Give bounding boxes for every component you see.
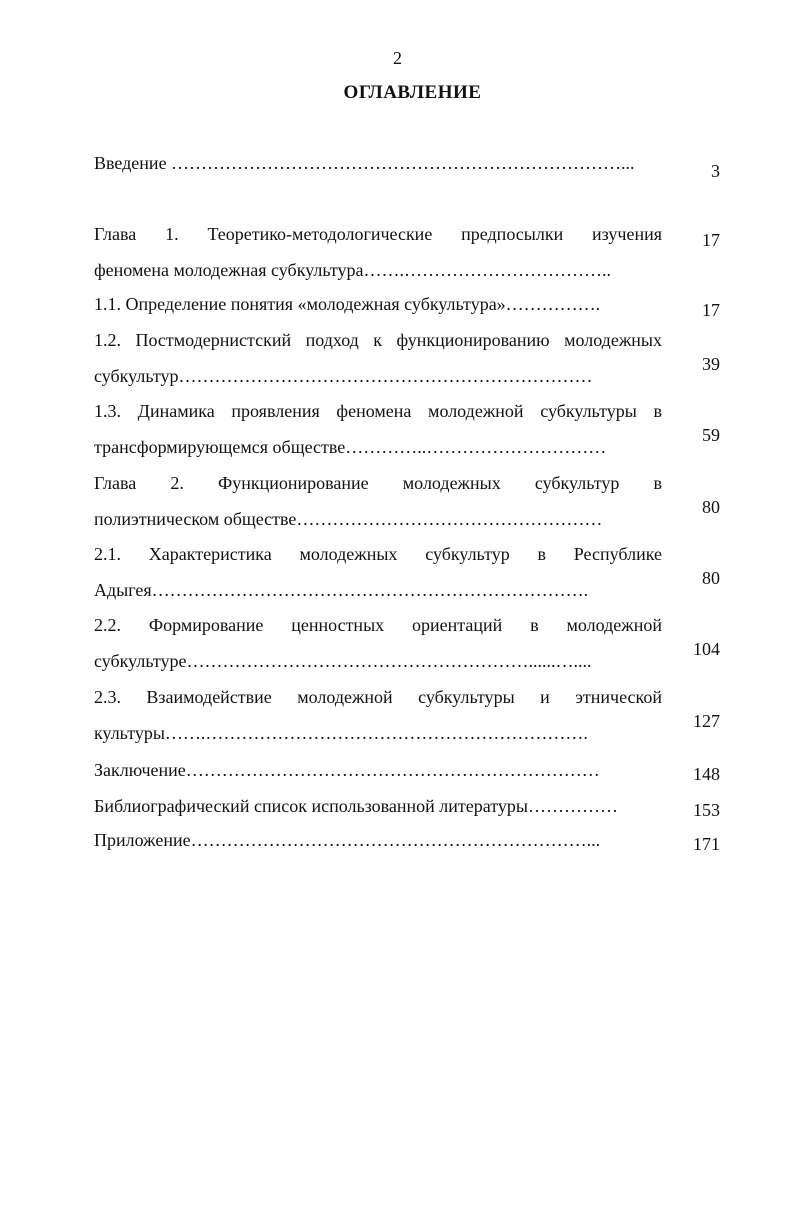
toc-entry-line: 2.2. Формирование ценностных ориентаций в молодежной (94, 615, 662, 635)
toc-page-number: 80 (702, 568, 720, 588)
toc-entry-line: Библиографический список использованной литературы…………… (94, 796, 619, 816)
toc-entry-line: феномена молодежная субкультура…….…………………………….. (94, 260, 612, 280)
toc-page-number: 17 (702, 300, 720, 320)
toc-entry-line: Заключение…………………………………………………………… (94, 760, 600, 780)
toc-entry-title (94, 679, 662, 751)
toc-entry-line: Глава 1. Теоретико-методологические предпосылки изучения (94, 224, 662, 244)
toc-page-number: 148 (693, 764, 720, 784)
toc-page-number: 39 (702, 354, 720, 374)
toc-entry-line: 1.2. Постмодернистский подход к функционированию молодежных (94, 330, 662, 350)
toc-page-number: 127 (693, 711, 720, 731)
toc-entry-title (94, 393, 662, 465)
toc-page-number: 3 (711, 161, 720, 181)
toc-entry-line: Адыгея………………………………………………………………. (94, 580, 589, 600)
toc-entry-title (94, 536, 662, 608)
toc-entry-title (94, 465, 662, 537)
toc-entry-line: полиэтническом обществе…………………………………………… (94, 509, 603, 529)
toc-entry-title (94, 145, 662, 181)
toc-entry-title (94, 322, 662, 394)
toc-entry-title (94, 607, 662, 679)
toc-page-number: 80 (702, 497, 720, 517)
toc-entry-title (94, 788, 662, 824)
toc-entry-line: трансформирующемся обществе…………..………………………… (94, 437, 607, 457)
page-number: 2 (393, 48, 402, 68)
toc-entry-line: 2.1. Характеристика молодежных субкультур в Республике (94, 544, 662, 564)
toc-entry-line: Глава 2. Функционирование молодежных субкультур в (94, 473, 662, 493)
toc-entry-line: 2.3. Взаимодействие молодежной субкультуры и этнической (94, 687, 662, 707)
toc-entry-title (94, 822, 662, 858)
toc-entry-line: культуры…….………………………………………………………. (94, 723, 588, 743)
toc-page-number: 104 (693, 639, 720, 659)
toc-entry-line: 1.1. Определение понятия «молодежная субкультура»……………. (94, 294, 601, 314)
toc-entry-title (94, 752, 662, 788)
toc-entry-title (94, 286, 662, 322)
toc-page-number: 59 (702, 425, 720, 445)
toc-page-number: 171 (693, 834, 720, 854)
toc-entry-line: Введение …………………………………………………………………... (94, 153, 635, 173)
toc-entry-line: 1.3. Динамика проявления феномена молодежной субкультуры в (94, 401, 662, 421)
toc-entry-title (94, 216, 662, 288)
toc-page-number: 17 (702, 230, 720, 250)
toc-entry-line: субкультуре…………………………………………………......….... (94, 651, 592, 671)
page-title: ОГЛАВЛЕНИЕ (343, 82, 482, 103)
toc-page-number: 153 (693, 800, 720, 820)
toc-entry-line: Приложение…………………………………………………………... (94, 830, 601, 850)
toc-entry-line: субкультур…………………………………………………………… (94, 366, 593, 386)
